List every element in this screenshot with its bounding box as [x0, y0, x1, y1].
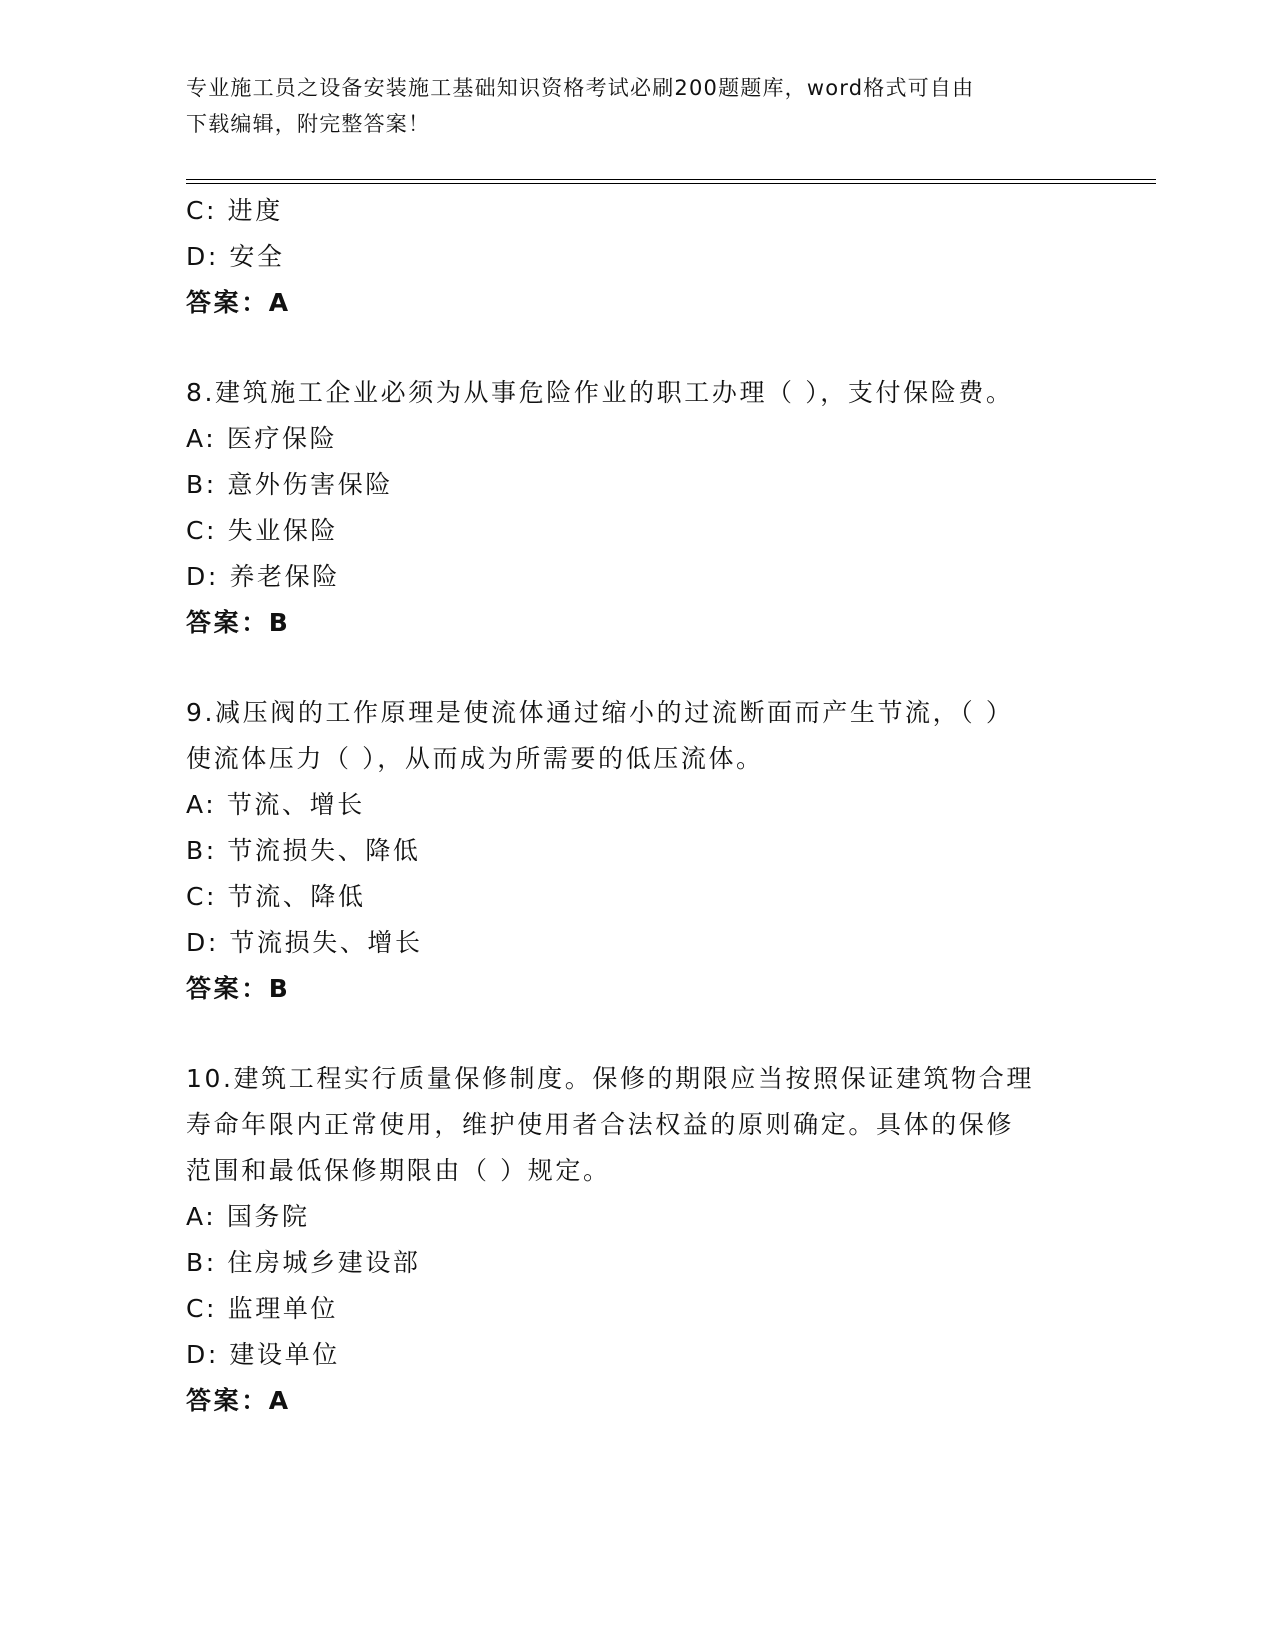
- q9-option-b: B: 节流损失、降低: [186, 836, 421, 865]
- q10-option-b: B: 住房城乡建设部: [186, 1248, 421, 1277]
- spacer: [186, 1012, 1146, 1056]
- header-divider-bottom: [186, 183, 1156, 184]
- q8-stem: 8.建筑施工企业必须为从事危险作业的职工办理（ ），支付保险费。: [186, 378, 1014, 407]
- q8-option-b: B: 意外伤害保险: [186, 470, 393, 499]
- q9-stem-line-2: 使流体压力（ ），从而成为所需要的低压流体。: [186, 744, 764, 773]
- spacer: [186, 326, 1146, 370]
- q10-stem-line-2: 寿命年限内正常使用，维护使用者合法权益的原则确定。具体的保修: [186, 1110, 1015, 1139]
- q10-option-d: D: 建设单位: [186, 1340, 340, 1369]
- q8-option-c: C: 失业保险: [186, 516, 339, 545]
- q7-option-c: C: 进度: [186, 196, 283, 225]
- q10-option-a: A: 国务院: [186, 1202, 310, 1231]
- header-divider-top: [186, 179, 1156, 180]
- q8-option-a: A: 医疗保险: [186, 424, 338, 453]
- q7-option-d: D: 安全: [186, 242, 285, 271]
- q9-option-d: D: 节流损失、增长: [186, 928, 423, 957]
- q10-answer: 答案：A: [186, 1386, 291, 1415]
- question-list: [186, 188, 1146, 1424]
- q9-option-c: C: 节流、降低: [186, 882, 366, 911]
- question-9: [186, 690, 1146, 1012]
- q9-stem-line-1: 9.减压阀的工作原理是使流体通过缩小的过流断面而产生节流，（ ）: [186, 698, 1014, 727]
- spacer: [186, 646, 1146, 690]
- question-10: [186, 1056, 1146, 1424]
- q9-answer: 答案：B: [186, 974, 291, 1003]
- question-8: [186, 370, 1146, 646]
- q10-option-c: C: 监理单位: [186, 1294, 339, 1323]
- q9-option-a: A: 节流、增长: [186, 790, 365, 819]
- header-title-line-1: 专业施工员之设备安装施工基础知识资格考试必刷200题题库，word格式可自由: [186, 76, 975, 100]
- q10-stem-line-3: 范围和最低保修期限由（ ）规定。: [186, 1156, 611, 1185]
- document-header: [186, 70, 1066, 142]
- q7-answer: 答案：A: [186, 288, 291, 317]
- question-7-tail: [186, 188, 1146, 326]
- q10-stem-line-1: 10.建筑工程实行质量保修制度。保修的期限应当按照保证建筑物合理: [186, 1064, 1034, 1093]
- q8-option-d: D: 养老保险: [186, 562, 340, 591]
- q8-answer: 答案：B: [186, 608, 291, 637]
- header-title-line-2: 下载编辑，附完整答案！: [186, 112, 431, 136]
